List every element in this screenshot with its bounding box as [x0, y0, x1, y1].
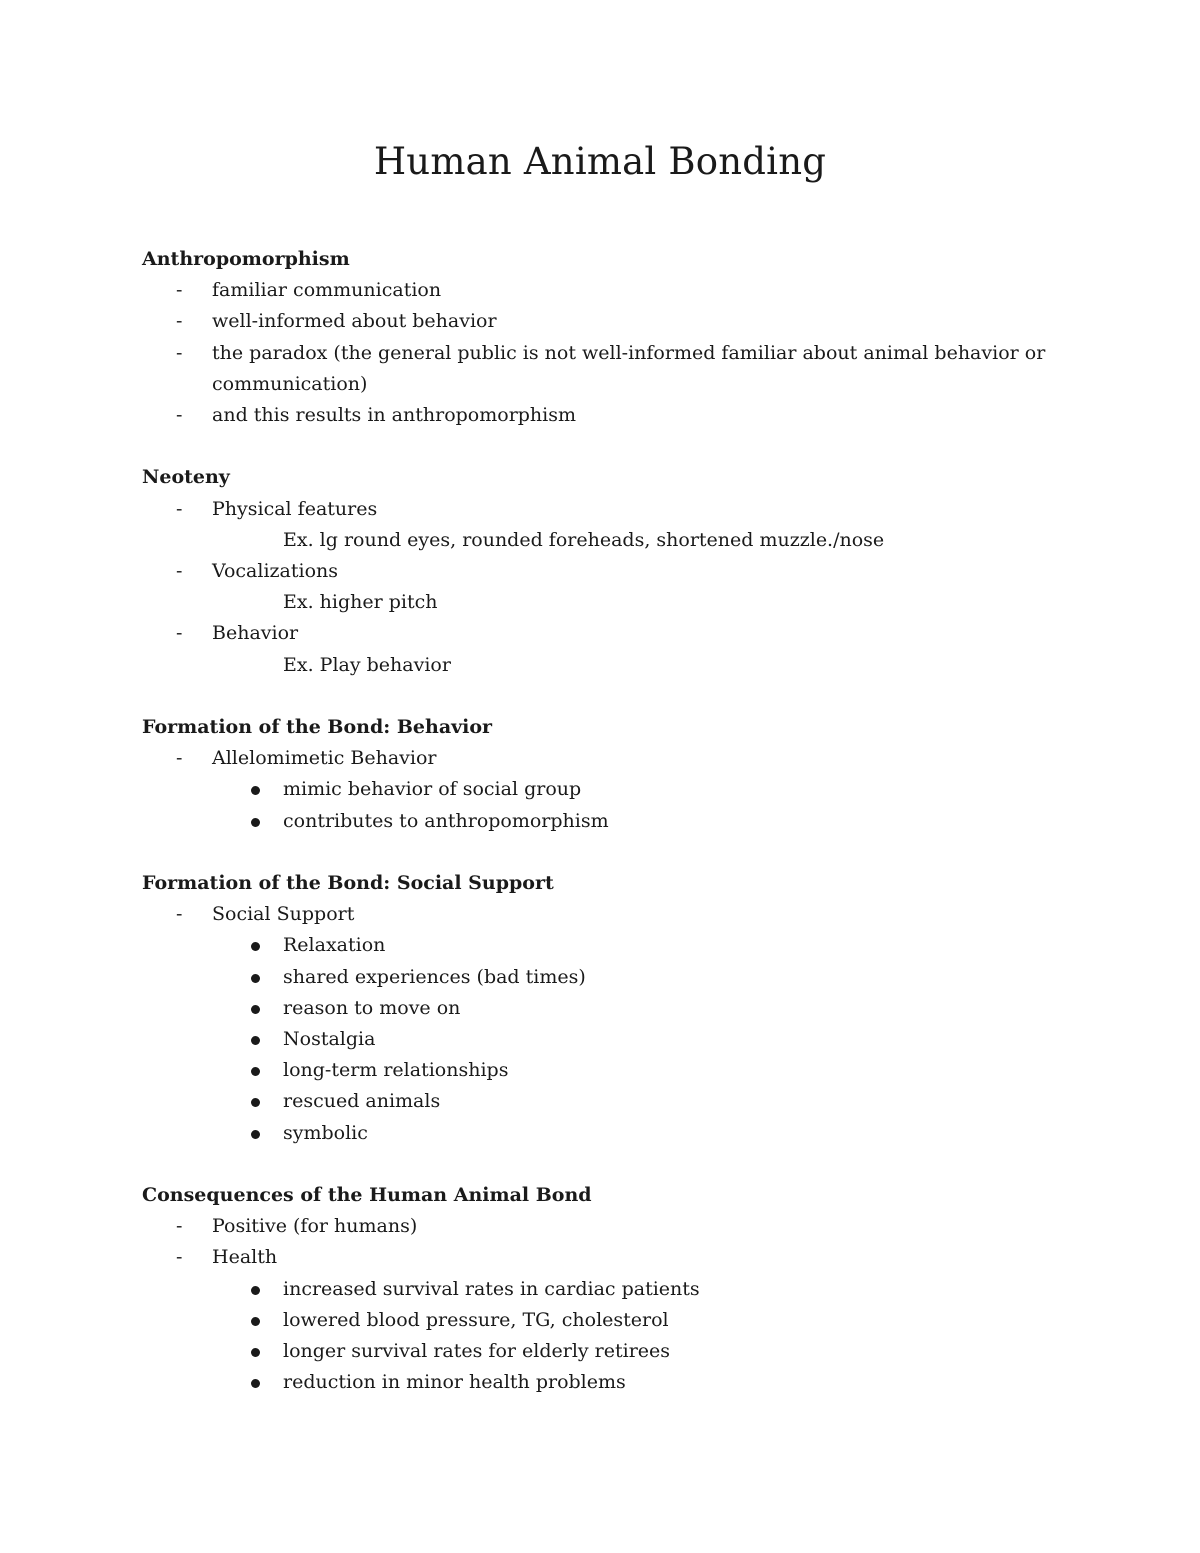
item-text: Ex. higher pitch	[283, 591, 438, 614]
section-heading: Consequences of the Human Animal Bond	[142, 1184, 592, 1207]
dash-marker: -	[176, 622, 183, 645]
bullet-icon	[251, 1317, 260, 1326]
example-line	[142, 587, 1062, 618]
bullet-list-item	[142, 993, 1062, 1024]
item-text: long-term relationships	[283, 1059, 509, 1082]
dash-list-item	[142, 743, 1062, 774]
bullet-icon	[251, 1286, 260, 1295]
section-heading: Formation of the Bond: Social Support	[142, 872, 554, 895]
dash-marker: -	[176, 903, 183, 926]
item-text: increased survival rates in cardiac patients	[283, 1277, 700, 1300]
bullet-list-item	[142, 774, 1062, 805]
example-line	[142, 650, 1062, 681]
item-text: Vocalizations	[212, 560, 339, 583]
bullet-icon	[251, 1130, 260, 1139]
bullet-list-item	[142, 930, 1062, 961]
bullet-list-item	[142, 1305, 1062, 1336]
section	[142, 462, 1062, 680]
item-text: Social Support	[212, 903, 355, 926]
dash-marker: -	[176, 747, 183, 770]
bullet-icon	[251, 786, 260, 795]
bullet-list-item	[142, 1274, 1062, 1305]
dash-list-item	[142, 899, 1062, 930]
document-body	[142, 244, 1062, 1430]
dash-list-item	[142, 400, 1062, 431]
dash-marker: -	[176, 279, 183, 302]
bullet-icon	[251, 1348, 260, 1357]
section	[142, 868, 1062, 1149]
dash-marker: -	[176, 404, 183, 427]
dash-list-item	[142, 556, 1062, 587]
dash-list-item	[142, 338, 1062, 400]
section-heading: Formation of the Bond: Behavior	[142, 716, 493, 739]
section	[142, 244, 1062, 431]
dash-list-item	[142, 275, 1062, 306]
bullet-icon	[251, 974, 260, 983]
item-text: symbolic	[283, 1121, 368, 1144]
dash-list-item	[142, 1211, 1062, 1242]
item-text: familiar communication	[212, 279, 442, 302]
bullet-icon	[251, 1005, 260, 1014]
dash-list-item	[142, 494, 1062, 525]
section-heading: Neoteny	[142, 466, 230, 489]
item-text: rescued animals	[283, 1090, 441, 1113]
section-heading: Anthropomorphism	[142, 248, 350, 270]
bullet-list-item	[142, 1055, 1062, 1086]
bullet-icon	[251, 1098, 260, 1107]
item-text: Allelomimetic Behavior	[212, 747, 437, 770]
bullet-icon	[251, 942, 260, 951]
item-text: Behavior	[212, 622, 299, 645]
bullet-list-item	[142, 806, 1062, 837]
section	[142, 1180, 1062, 1398]
item-text: and this results in anthropomorphism	[212, 404, 577, 427]
item-text: lowered blood pressure, TG, cholesterol	[283, 1308, 669, 1331]
bullet-icon	[251, 1067, 260, 1076]
section	[142, 712, 1062, 837]
bullet-list-item	[142, 1367, 1062, 1398]
item-text: contributes to anthropomorphism	[283, 809, 609, 832]
item-text: Ex. lg round eyes, rounded foreheads, shortened muzzle./nose	[283, 528, 885, 551]
document-title: Human Animal Bonding	[373, 140, 827, 183]
bullet-icon	[251, 1379, 260, 1388]
item-text: longer survival rates for elderly retirees	[283, 1340, 671, 1363]
bullet-list-item	[142, 1118, 1062, 1149]
item-text: Ex. Play behavior	[283, 653, 451, 676]
item-text: Health	[212, 1246, 278, 1269]
dash-marker: -	[176, 310, 183, 333]
item-text: mimic behavior of social group	[283, 778, 582, 801]
dash-list-item	[142, 1242, 1062, 1273]
bullet-list-item	[142, 1086, 1062, 1117]
item-text: Nostalgia	[283, 1028, 376, 1051]
dash-list-item	[142, 306, 1062, 337]
dash-marker: -	[176, 1215, 183, 1238]
item-text: reason to move on	[283, 996, 461, 1019]
item-text: Physical features	[212, 497, 378, 520]
item-text: well-informed about behavior	[212, 310, 497, 333]
dash-list-item	[142, 618, 1062, 649]
item-text: the paradox (the general public is not well-informed familiar about animal behavior or communication)	[212, 341, 1046, 395]
dash-marker: -	[176, 560, 183, 583]
bullet-icon	[251, 818, 260, 827]
bullet-list-item	[142, 962, 1062, 993]
bullet-list-item	[142, 1024, 1062, 1055]
dash-marker: -	[176, 497, 183, 520]
item-text: reduction in minor health problems	[283, 1371, 626, 1394]
bullet-icon	[251, 1036, 260, 1045]
bullet-list-item	[142, 1336, 1062, 1367]
dash-marker: -	[176, 1246, 183, 1269]
item-text: Positive (for humans)	[212, 1215, 418, 1238]
item-text: Relaxation	[283, 934, 386, 957]
example-line	[142, 525, 1062, 556]
dash-marker: -	[176, 341, 183, 364]
item-text: shared experiences (bad times)	[283, 965, 586, 988]
